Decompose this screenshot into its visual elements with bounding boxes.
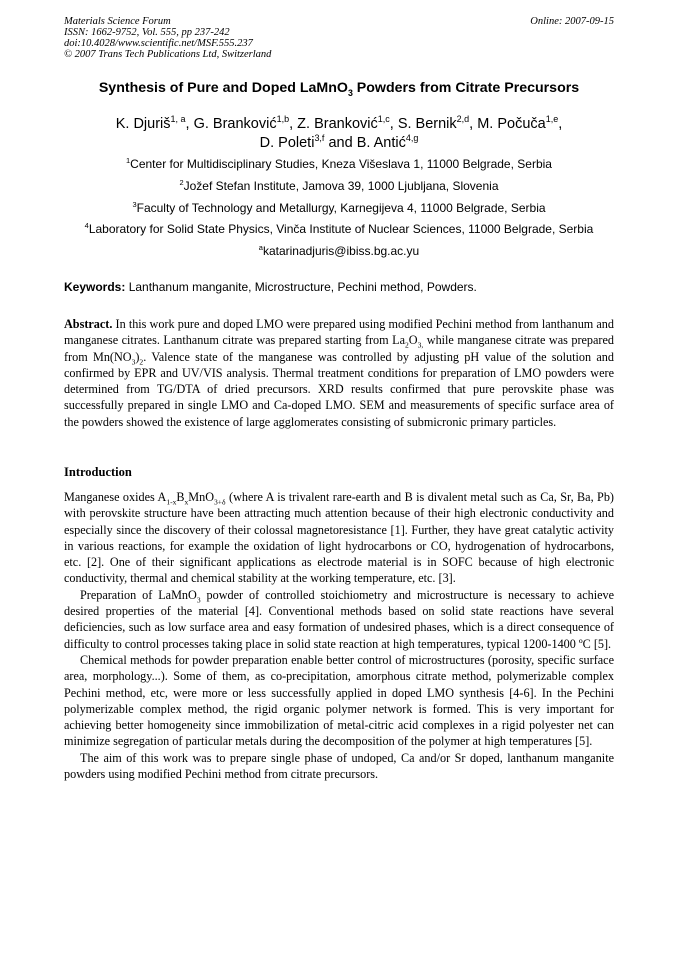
affiliation: $^3$Faculty of Technology and Metallurgy, Karnegijeva 4, 11000 Belgrade, Serbia <box>132 200 546 215</box>
journal-header <box>64 16 271 60</box>
author-name: B. Antić <box>356 135 406 151</box>
paper-title: Synthesis of Pure and Doped LaMnO$_3$ Powders from Citrate Precursors <box>98 80 580 98</box>
author-name: M. Počuča <box>477 116 546 132</box>
journal-name: Materials Science Forum <box>64 16 171 27</box>
affiliation: $^1$Center for Multidisciplinary Studies, Kneza Višeslava 1, 11000 Belgrade, Serbia <box>126 156 552 171</box>
abstract: Abstract. In this work pure and doped LMO were prepared using modified Pechini method from lanthanum and manganese citrates. Lanthanum citrate was prepared starting from $La_2O_{3,}$ while manganese citrate was prepared from $Mn(NO_3)_2$. Valence state of the manganese was controlled by adjusting pH value of the solution and confirmed by EPR and UV/VIS analysis. Thermal treatment conditions for preparation of LMO powders were determined from TG/DTA of dried precursors. XRD results confirmed that pure perovskite phase was successfully prepared in single LMO and Ca-doped LMO. SEM and measurements of specific surface area of the powders showed the existence of large agglomerates consisting of submicronic primary particles. <box>64 317 614 429</box>
author-sup: 4,g <box>405 133 419 144</box>
author-line-1: K. Djuriš$^{1, a}$, G. Branković$^{1,b}$, Z. Branković$^{1,c}$, S. Bernik$^{2,d}$, M. Počuča$^{1,e}$, <box>115 114 563 132</box>
online-date: Online: 2007-09-15 <box>530 16 614 27</box>
author-name: Z. Branković <box>297 116 378 132</box>
author-line-2: D. Poleti$^{3,f}$ and B. Antić$^{4,g}$ <box>259 133 419 151</box>
author-sup: 3,f <box>314 133 325 144</box>
introduction-body <box>64 489 614 782</box>
section-heading-introduction: Introduction <box>64 465 132 479</box>
abstract-label: Abstract. <box>64 317 113 331</box>
keywords-label: Keywords: <box>64 280 126 294</box>
copyright-line: © 2007 Trans Tech Publications Ltd, Switzerland <box>64 49 272 60</box>
keywords-text: Lanthanum manganite, Microstructure, Pechini method, Powders. <box>125 280 477 294</box>
author-sup: 2,d <box>456 114 470 125</box>
author-sup: 1,e <box>545 114 559 125</box>
affiliation: $^2$Jožef Stefan Institute, Jamova 39, 1000 Ljubljana, Slovenia <box>179 178 499 193</box>
author-name: S. Bernik <box>397 116 457 132</box>
author-sup: 1,b <box>276 114 290 125</box>
issn-line: ISSN: 1662-9752, Vol. 555, pp 237-242 <box>64 27 230 38</box>
affiliation: $^4$Laboratory for Solid State Physics, Vinča Institute of Nuclear Sciences, 11000 Belgrade, Serbia <box>84 221 594 236</box>
author-sup: 1, a <box>170 114 186 125</box>
intro-paragraph: Chemical methods for powder preparation enable better control of microstructures (porosity, specific surface area, morphology...). Some of them, as co-precipitation, amorphous citrate method, polymerizable complex Pechini method, etc, were more or less successfully applied in doped LMO synthesis [4-6]. In the Pechini polymerizable complex method, the rigid organic polymer network is formed. This is very important for achieving better homogeneity since immobilization of metal-citric acid complexes in a rigid polyester net can minimize segregation of particular metals during the decomposition of the polymer at high temperatures [5]. <box>64 652 614 749</box>
intro-paragraph: Preparation of LaMnO$_3$ powder of controlled stoichiometry and microstructure is necessary to achieve desired properties of the material [4]. Conventional methods based on solid state reactions have several deficiencies, such as low surface area and easy formation of undesired phases, which is a direct consequence of difficulty to control processes taking place in solid state reaction at high temperatures, typical 1200-1400 ºC [5]. <box>64 587 614 651</box>
intro-paragraph: Manganese oxides $A_{1-x}B_xMnO_{3+\delta}$ (where A is trivalent rare-earth and B is divalent metal such as Ca, Sr, Ba, Pb) with perovskite structure have been attracting much attention because of their high electronic conductivity and especially since the discovery of their colossal magnetoresistance [1]. Further, they have great catalytic activity in various reactions, for example the oxidation of light hydrocarbons or CO, hydrogenation of hydrocarbons, etc. [2]. One of their significant applications as electrode material is in SOFC because of high electronic conductivity, thermal and chemical stability at the working temperature, etc. [3]. <box>64 490 614 586</box>
author-sup: 1,c <box>377 114 390 125</box>
author-list <box>40 115 638 153</box>
doi-line: doi:10.4028/www.scientific.net/MSF.555.237 <box>64 38 253 49</box>
intro-paragraph: The aim of this work was to prepare single phase of undoped, Ca and/or Sr doped, lanthanum manganite powders using modified Pechini method from citrate precursors. <box>64 750 614 782</box>
author-name: G. Branković <box>193 116 277 132</box>
author-name: D. Poleti <box>259 135 315 151</box>
keywords <box>64 280 614 294</box>
email-address: $^a$katarinadjuris@ibiss.bg.ac.yu <box>258 243 420 258</box>
author-name: K. Djuriš <box>115 116 171 132</box>
